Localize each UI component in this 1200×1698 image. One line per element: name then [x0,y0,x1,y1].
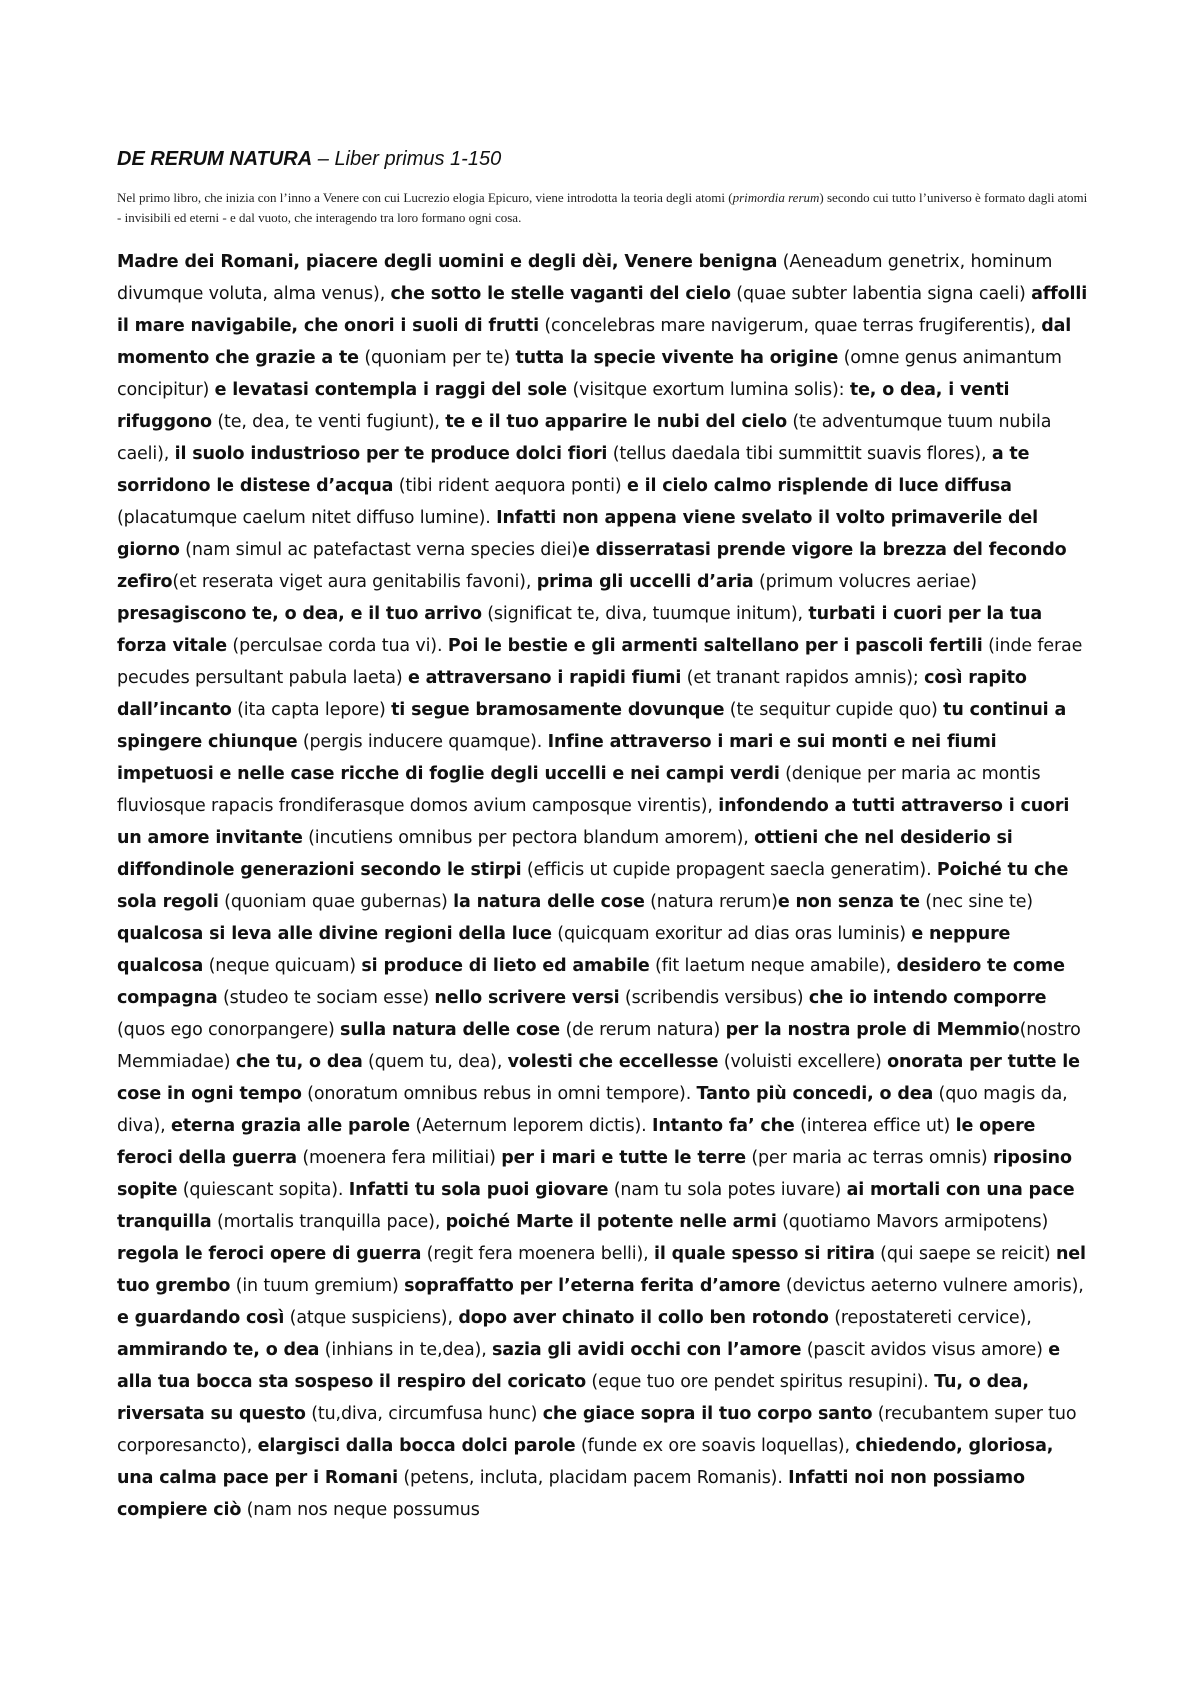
italian-translation-segment: e alla tua bocca sta sospeso il respiro del coricato [117,1340,1060,1392]
latin-original-segment: (voluisti excellere) [718,1052,888,1072]
italian-translation-segment: tutta la specie vivente ha origine [515,348,839,368]
latin-original-segment: (significat te, diva, tuumque initum), [481,604,809,624]
title-main: DE RERUM NATURA [117,148,313,170]
latin-original-segment: (et reserata viget aura genitabilis favoni), [172,572,537,592]
italian-translation-segment: nello scrivere versi [434,988,620,1008]
latin-original-segment: (tibi rident aequora ponti) [393,476,627,496]
italian-translation-segment: volesti che eccellesse [507,1052,719,1072]
latin-original-segment: (de rerum natura) [560,1020,726,1040]
latin-original-segment: (inhians in te,dea), [319,1340,493,1360]
latin-original-segment: (pergis inducere quamque). [297,732,548,752]
latin-original-segment: (neque quicuam) [203,956,362,976]
italian-translation-segment: Tu, o dea, riversata su questo [117,1372,1029,1424]
latin-original-segment: (quos ego conorpangere) [117,1020,341,1040]
italian-translation-segment: nel tuo grembo [117,1244,1086,1296]
italian-translation-segment: sulla natura delle cose [340,1020,561,1040]
italian-translation-segment: per la nostra prole di Memmio [725,1020,1020,1040]
latin-original-segment: (funde ex ore soavis loquellas), [575,1436,856,1456]
latin-original-segment: (repostatereti cervice), [828,1308,1032,1328]
italian-translation-segment: che tu, o dea [235,1052,363,1072]
latin-original-segment: (Aeneadum genetrix, hominum divumque voluta, alma venus), [117,252,1053,304]
italian-translation-segment: turbati i cuori per la tua forza vitale [117,604,1043,656]
italian-translation-segment: le opere feroci della guerra [117,1116,1036,1168]
latin-original-segment: (eque tuo ore pendet spiritus resupini). [585,1372,935,1392]
italian-translation-segment: infondendo a tutti attraverso i cuori un amore invitante [117,796,1070,848]
latin-original-segment: (te, dea, te venti fugiunt), [211,412,446,432]
latin-original-segment: (petens, incluta, placidam pacem Romanis). [397,1468,789,1488]
latin-original-segment: (et tranant rapidos amnis); [681,668,925,688]
italian-translation-segment: Poi le bestie e gli armenti saltellano per i pascoli fertili [447,636,983,656]
italian-translation-segment: a te sorridono le distese d’acqua [117,444,1030,496]
intro-italic-term: primordia rerum [732,190,820,205]
latin-original-segment: (natura rerum) [644,892,778,912]
italian-translation-segment: la natura delle cose [453,892,645,912]
intro-text-after: ) secondo cui tutto l’universo è formato dagli atomi - invisibili ed eterni - e dal vuoto, che interagendo tra loro formano ogni cosa. [117,190,1088,225]
italian-translation-segment: ammirando te, o dea [117,1340,320,1360]
latin-original-segment: (qui saepe se reicit) [874,1244,1056,1264]
italian-translation-segment: il suolo industrioso per te produce dolci fiori [174,444,608,464]
intro-text-before: Nel primo libro, che inizia con l’inno a Venere con cui Lucrezio elogia Epicuro, viene introdotta la teoria degli atomi ( [117,190,733,205]
italian-translation-segment: e disserratasi prende vigore la brezza del fecondo zefiro [117,540,1067,592]
latin-original-segment: (nostro Memmiadae) [117,1020,1081,1072]
latin-original-segment: (concelebras mare navigerum, quae terras frugiferentis), [538,316,1042,336]
italian-translation-segment: che sotto le stelle vaganti del cielo [390,284,731,304]
latin-original-segment: (quoniam per te) [358,348,516,368]
latin-original-segment: (scribendis versibus) [619,988,809,1008]
latin-original-segment: (devictus aeterno vulnere amoris), [780,1276,1084,1296]
latin-original-segment: (quiescant sopita). [177,1180,349,1200]
italian-translation-segment: Madre dei Romani, piacere degli uomini e degli dèi, Venere benigna [117,252,778,272]
latin-original-segment: (ita capta lepore) [231,700,392,720]
italian-translation-segment: il quale spesso si ritira [653,1244,875,1264]
latin-original-segment: (atque suspiciens), [284,1308,459,1328]
italian-translation-segment: desidero te come compagna [117,956,1065,1008]
italian-translation-segment: che io intendo comporre [808,988,1047,1008]
italian-translation-segment: poiché Marte il potente nelle armi [445,1212,777,1232]
italian-translation-segment: elargisci dalla bocca dolci parole [257,1436,576,1456]
latin-original-segment: (efficis ut cupide propagent saecla generatim). [521,860,937,880]
italian-translation-segment: dopo aver chinato il collo ben rotondo [458,1308,829,1328]
italian-translation-segment: te, o dea, i venti rifuggono [117,380,1010,432]
latin-original-segment: (nam nos neque possumus [241,1500,480,1520]
latin-original-segment: (perculsae corda tua vi). [227,636,448,656]
latin-original-segment: (quo magis da, diva), [117,1084,1068,1136]
italian-translation-segment: ti segue bramosamente dovunque [391,700,725,720]
latin-original-segment: (moenera fera militiai) [296,1148,502,1168]
latin-original-segment: (interea effice ut) [794,1116,956,1136]
latin-original-segment: (omne genus animantum concipitur) [117,348,1062,400]
italian-translation-segment: dal momento che grazie a te [117,316,1072,368]
latin-original-segment: (fit laetum neque amabile), [649,956,897,976]
italian-translation-segment: che giace sopra il tuo corpo santo [542,1404,873,1424]
document-title [117,146,1100,172]
italian-translation-segment: regola le feroci opere di guerra [117,1244,422,1264]
latin-original-segment: (incutiens omnibus per pectora blandum amorem), [302,828,755,848]
italian-translation-segment: onorata per tutte le cose in ogni tempo [117,1052,1080,1104]
italian-translation-segment: e attraversano i rapidi fiumi [407,668,682,688]
italian-translation-segment: Poiché tu che sola regoli [117,860,1069,912]
latin-original-segment: (Aeternum leporem dictis). [410,1116,652,1136]
italian-translation-segment: e il cielo calmo risplende di luce diffusa [626,476,1012,496]
italian-translation-segment: te e il tuo apparire le nubi del cielo [445,412,787,432]
latin-original-segment: (in tuum gremium) [230,1276,405,1296]
italian-translation-segment: e non senza te [777,892,920,912]
latin-original-segment: (tu,diva, circumfusa hunc) [305,1404,543,1424]
latin-original-segment: (tellus daedala tibi summittit suavis flores), [607,444,992,464]
italian-translation-segment: Infatti tu sola puoi giovare [348,1180,609,1200]
italian-translation-segment: così rapito dall’incanto [117,668,1027,720]
italian-translation-segment: tu continui a spingere chiunque [117,700,1067,752]
italian-translation-segment: per i mari e tutte le terre [501,1148,746,1168]
italian-translation-segment: Tanto più concedi, o dea [696,1084,934,1104]
latin-original-segment: (nam simul ac patefactast verna species diei) [179,540,578,560]
latin-original-segment: (quae subter labentia signa caeli) [730,284,1032,304]
latin-original-segment: (te adventumque tuum nubila caeli), [117,412,1052,464]
italian-translation-segment: si produce di lieto ed amabile [361,956,650,976]
italian-translation-segment: prima gli uccelli d’aria [536,572,754,592]
italian-translation-segment: presagiscono te, o dea, e il tuo arrivo [117,604,482,624]
italian-translation-segment: e neppure qualcosa [117,924,1011,976]
latin-original-segment: (pascit avidos visus amore) [801,1340,1049,1360]
title-separator: – [312,148,335,170]
latin-original-segment: (onoratum omnibus rebus in omni tempore). [301,1084,697,1104]
latin-original-segment: (nec sine te) [919,892,1033,912]
italian-translation-segment: Infatti non appena viene svelato il volto primaverile del giorno [117,508,1039,560]
body-paragraph [117,246,1092,1526]
latin-original-segment: (per maria ac terras omnis) [745,1148,993,1168]
italian-translation-segment: qualcosa si leva alle divine regioni della luce [117,924,552,944]
italian-translation-segment: Infatti noi non possiamo compiere ciò [117,1468,1025,1520]
latin-original-segment: (placatumque caelum nitet diffuso lumine). [117,508,497,528]
latin-original-segment: (quicquam exoritur ad dias oras luminis) [551,924,912,944]
italian-translation-segment: eterna grazia alle parole [170,1116,410,1136]
italian-translation-segment: Intanto fa’ che [651,1116,795,1136]
latin-original-segment: (quem tu, dea), [362,1052,508,1072]
italian-translation-segment: Infine attraverso i mari e sui monti e nei fiumi impetuosi e nelle case ricche di foglie degli uccelli e nei campi verdi [117,732,997,784]
italian-translation-segment: affolli il mare navigabile, che onori i suoli di frutti [117,284,1088,336]
latin-original-segment: (nam tu sola potes iuvare) [608,1180,847,1200]
latin-original-segment: (quotiamo Mavors armipotens) [776,1212,1049,1232]
italian-translation-segment: ai mortali con una pace tranquilla [117,1180,1075,1232]
italian-translation-segment: sopraffatto per l’eterna ferita d’amore [404,1276,781,1296]
latin-original-segment: (te sequitur cupide quo) [724,700,944,720]
italian-translation-segment: ottieni che nel desiderio si diffondinole generazioni secondo le stirpi [117,828,1013,880]
latin-original-segment: (inde ferae pecudes persultant pabula laeta) [117,636,1083,688]
latin-original-segment: (mortalis tranquilla pace), [211,1212,446,1232]
italian-translation-segment: chiedendo, gloriosa, una calma pace per i Romani [117,1436,1054,1488]
intro-paragraph [117,188,1092,228]
latin-original-segment: (quoniam quae gubernas) [218,892,454,912]
italian-translation-segment: e guardando così [117,1308,285,1328]
italian-translation-segment: sazia gli avidi occhi con l’amore [492,1340,802,1360]
latin-original-segment: (studeo te sociam esse) [217,988,435,1008]
title-subtitle: Liber primus 1-150 [334,148,502,170]
italian-translation-segment: e levatasi contempla i raggi del sole [214,380,568,400]
latin-original-segment: (denique per maria ac montis fluviosque rapacis frondiferasque domos avium camposque virentis), [117,764,1041,816]
latin-original-segment: (regit fera moenera belli), [421,1244,654,1264]
italian-translation-segment: riposino sopite [117,1148,1072,1200]
latin-original-segment: (primum volucres aeriae) [753,572,977,592]
latin-original-segment: (visitque exortum lumina solis): [567,380,850,400]
latin-original-segment: (recubantem super tuo corporesancto), [117,1404,1077,1456]
